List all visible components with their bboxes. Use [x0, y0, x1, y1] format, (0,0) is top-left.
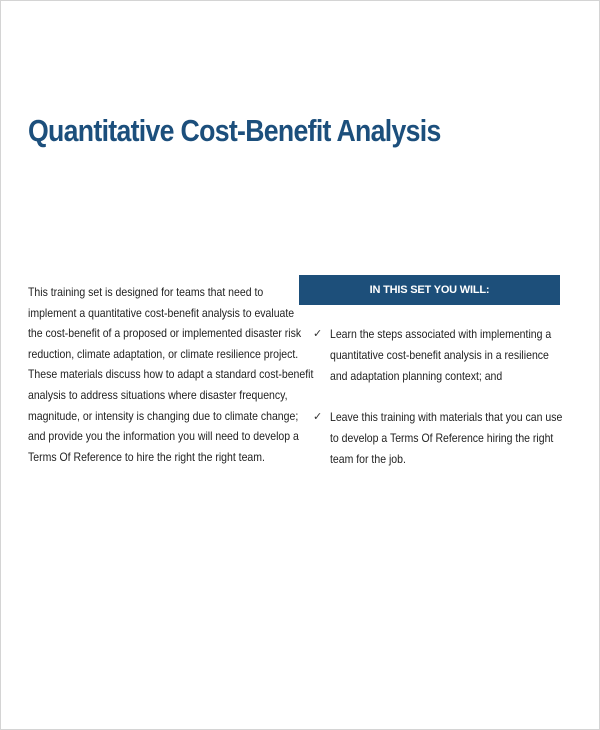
intro-line: analysis to address situations where disaster frequency,: [28, 387, 288, 402]
section-banner: IN THIS SET YOU WILL:: [299, 275, 560, 305]
list-item: [313, 407, 563, 470]
intro-line: implement a quantitative cost-benefit analysis to evaluate: [28, 305, 295, 320]
checkmark-icon: ✓: [313, 411, 323, 423]
outcomes-list: [313, 324, 563, 490]
list-item-text: [330, 324, 552, 387]
checkmark-icon: ✓: [313, 328, 323, 340]
list-item-line: quantitative cost-benefit analysis in a resilience: [330, 348, 549, 362]
list-item: [313, 324, 563, 387]
page-title: Quantitative Cost-Benefit Analysis: [28, 113, 441, 148]
intro-line: and provide you the information you will need to develop a: [28, 429, 299, 444]
intro-paragraph: [28, 282, 314, 467]
list-item-line: team for the job.: [330, 452, 406, 466]
intro-line: magnitude, or intensity is changing due to climate change;: [28, 408, 299, 423]
list-item-line: to develop a Terms Of Reference hiring the right: [330, 431, 554, 445]
intro-line: the cost-benefit of a proposed or implemented disaster risk: [28, 326, 302, 341]
intro-line: These materials discuss how to adapt a standard cost-benefit: [28, 367, 314, 382]
list-item-text: [330, 407, 563, 470]
list-item-line: and adaptation planning context; and: [330, 369, 503, 383]
intro-line: Terms Of Reference to hire the right the right team.: [28, 449, 265, 464]
list-item-line: Leave this training with materials that you can use: [330, 410, 563, 424]
list-item-line: Learn the steps associated with implementing a: [330, 327, 552, 341]
intro-line: reduction, climate adaptation, or climate resilience project.: [28, 346, 299, 361]
intro-line: This training set is designed for teams that need to: [28, 285, 264, 299]
